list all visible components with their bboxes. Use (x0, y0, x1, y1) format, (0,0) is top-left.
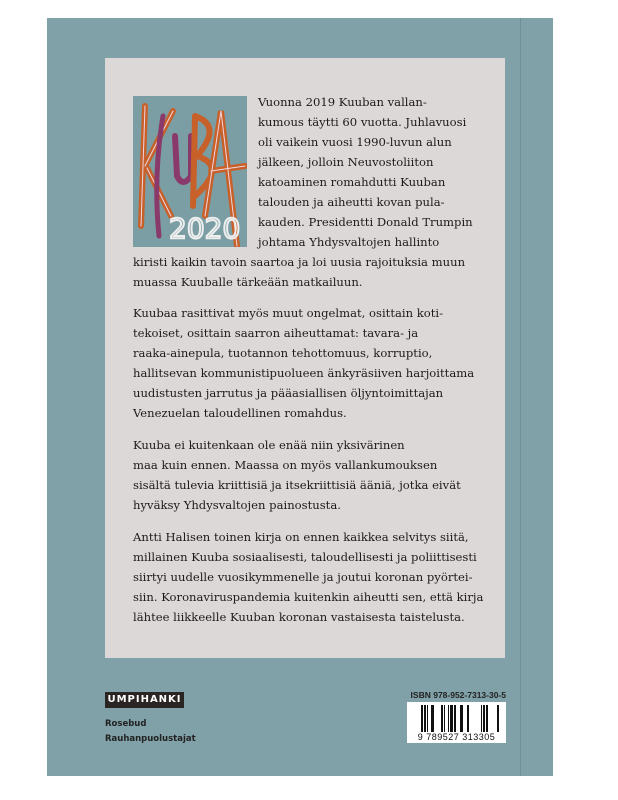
text-line: muassa Kuuballe tärkeään matkailuun. (133, 275, 363, 289)
text-line: hallitsevan kommunistipuolueen änkyräsiiven harjoittama (133, 366, 475, 380)
text-line: talouden ja aiheutti kovan pula- (258, 195, 445, 209)
text-line: johtama Yhdysvaltojen hallinto (258, 235, 440, 249)
barcode-number: 9 789527 313305 (407, 732, 506, 743)
text-line: tekoiset, osittain saarron aiheuttamat: tavara- ja (133, 326, 419, 340)
copublisher-1: Rosebud (105, 719, 147, 729)
barcode-bar (448, 705, 449, 733)
barcode-bar (486, 705, 488, 733)
text-line: lähtee liikkeelle Kuuban koronan vastaisesta taistelusta. (133, 610, 465, 624)
text-line: kiristi kaikin tavoin saartoa ja loi uusia rajoituksia muun (133, 255, 466, 269)
text-line: oli vaikein vuosi 1990-luvun alun (258, 135, 452, 149)
text-line: Kuuba ei kuitenkaan ole enää niin yksivärinen (133, 438, 405, 452)
text-line: Antti Halisen toinen kirja on ennen kaikkea selvitys siitä, (133, 530, 469, 544)
barcode-bar (421, 705, 423, 733)
text-line: siin. Koronaviruspandemia kuitenkin aiheutti sen, että kirja (133, 590, 484, 604)
text-line: Kuubaa rasittivat myös muut ongelmat, osittain koti- (133, 306, 444, 320)
barcode-bar (483, 705, 485, 733)
barcode-bar (467, 705, 469, 733)
kuba-2020-cover-art (133, 96, 247, 247)
text-line: sisältä tulevia kriittisiä ja itsekriittisiä ääniä, jotka eivät (133, 478, 461, 492)
text-line: katoaminen romahdutti Kuuban (258, 175, 446, 189)
text-line: hyväksy Yhdysvaltojen painostusta. (133, 498, 341, 512)
text-line: Venezuelan taloudellinen romahdus. (133, 406, 347, 420)
barcode-bar (454, 705, 456, 733)
text-line: jälkeen, jolloin Neuvostoliiton (258, 155, 434, 169)
barcode-bars (407, 702, 506, 733)
text-line: Vuonna 2019 Kuuban vallan- (258, 95, 427, 109)
text-line: kauden. Presidentti Donald Trumpin (258, 215, 473, 229)
barcode-bar (431, 705, 434, 733)
text-line: uudistusten jarrutus ja pääasiallisen öljyntoimittajan (133, 386, 444, 400)
text-line: millainen Kuuba sosiaalisesti, taloudellisesti ja poliittisesti (133, 550, 477, 564)
publisher-logo: UMPIHANKI (105, 692, 184, 708)
barcode-bar (441, 705, 443, 733)
text-line: raaka-ainepula, tuotannon tehottomuus, korruptio, (133, 346, 433, 360)
svg-text:2020: 2020 (169, 212, 241, 245)
barcode (407, 702, 506, 743)
barcode-bar (424, 705, 426, 733)
barcode-bar (427, 705, 428, 733)
text-line: maa kuin ennen. Maassa on myös vallankumouksen (133, 458, 438, 472)
barcode-bar (450, 705, 453, 733)
barcode-bar (481, 705, 482, 733)
text-line: kumous täytti 60 vuotta. Juhlavuosi (258, 115, 467, 129)
isbn-label: ISBN 978-952-7313-30-5 (410, 690, 506, 700)
barcode-bar (444, 705, 445, 733)
copublisher-2: Rauhanpuolustajat (105, 734, 196, 744)
text-line: siirtyi uudelle vuosikymmenelle ja joutui koronan pyörtei- (133, 570, 473, 584)
spine-fold (520, 18, 521, 776)
barcode-bar (497, 705, 499, 733)
barcode-bar (460, 705, 463, 733)
